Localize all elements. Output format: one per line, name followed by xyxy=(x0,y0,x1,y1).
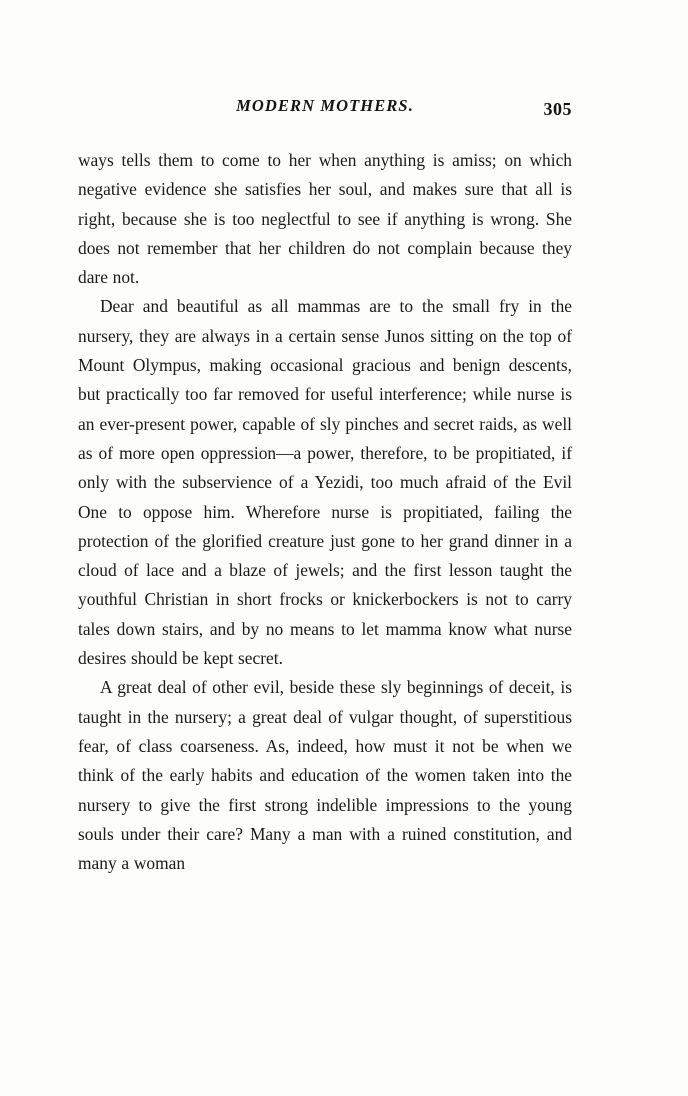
page-number: 305 xyxy=(543,99,572,119)
page-content xyxy=(78,96,572,878)
paragraph-continued: ways tells them to come to her when anything is amiss; on which negative evidence she satisfies her soul, and makes sure that all is right, because she is too neglectful to see if anything is wrong. She does not remember that her children do not complain because they dare not. xyxy=(78,150,572,288)
paragraph: A great deal of other evil, beside these sly beginnings of deceit, is taught in the nursery; a great deal of vulgar thought, of superstitious fear, of class coarseness. As, indeed, how must it not be when we think of the early habits and education of the women taken into the nursery to give the first strong indelible impressions to the young souls under their care? Many a man with a ruined constitution, and many a woman xyxy=(78,677,572,874)
paragraph: Dear and beautiful as all mammas are to the small fry in the nursery, they are always in a certain sense Junos sitting on the top of Mount Olympus, making occasional gracious and benign descents, but practically too far removed for useful interference; while nurse is an ever-present power, capable of sly pinches and secret raids, as well as of more open oppression—a power, therefore, to be propitiated, if only with the subservience of a Yezidi, too much afraid of the Evil One to oppose him. Wherefore nurse is propitiated, failing the protection of the glorified creature just gone to her grand dinner in a cloud of lace and a blaze of jewels; and the first lesson taught the youthful Christian in short frocks or knickerbockers is not to carry tales down stairs, and by no means to let mamma know what nurse desires should be kept secret. xyxy=(78,296,572,669)
body-text xyxy=(78,146,572,878)
running-head xyxy=(78,96,572,120)
running-title: MODERN MOTHERS. xyxy=(236,96,414,115)
